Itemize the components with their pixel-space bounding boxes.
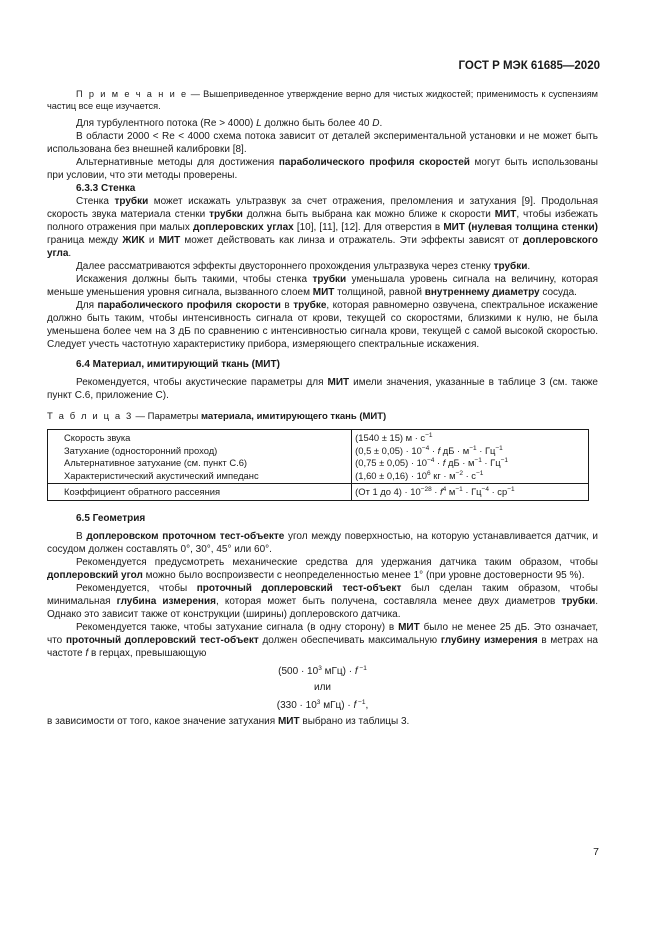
table-cell-values [352, 430, 589, 484]
table-row [48, 484, 589, 501]
text-run: и [144, 235, 159, 246]
symbol-L: L [256, 118, 262, 129]
value-exponent: −1 [500, 457, 509, 465]
value-text: (0,75 ± 0,05) · 10 [355, 457, 428, 469]
param-name: Альтернативное затухание (см. пункт С.6) [64, 457, 248, 469]
term-bold: глубину измерения [440, 634, 538, 646]
symbol-D: D [372, 118, 380, 129]
text-run: сосуда. [539, 287, 577, 298]
geometry-paragraph-1 [47, 530, 598, 556]
text-run: угол между поверхностью, на которую устанавливается датчик, и сосудом должен составлять 0°, 30°, 45° или 60°. [47, 530, 599, 555]
text-run: в [280, 300, 294, 311]
text-run: Стенка [76, 196, 115, 207]
table-row [48, 430, 589, 484]
text-run: толщиной, равной [334, 287, 425, 298]
transition-paragraph: В области 2000 < Re < 4000 схема потока зависит от деталей экспериментальной установки и не может быть использована без внешней калибровки [8]. [47, 131, 598, 155]
geometry-paragraph-3 [47, 582, 598, 621]
formula-text: мГц) · [320, 699, 354, 711]
term-bold: трубки [209, 209, 243, 220]
value-text: · [429, 444, 438, 456]
geometry-paragraph-5 [47, 715, 598, 728]
text-run: в герцах, превышающую [88, 647, 207, 659]
table-cell-value [352, 484, 589, 501]
text-run: может искажать ультразвук за счет отражения, преломления и затухания [9]. Продольная скорость звука материала стенки [47, 196, 598, 220]
value-text: · Гц [462, 486, 482, 498]
formula-text: (330 · 10 [276, 699, 317, 711]
formula-2 [47, 699, 598, 712]
term-bold: материала, имитирующего ткань (МИТ) [200, 411, 387, 422]
table-cell-names [48, 430, 352, 484]
term-bold: МИТ [327, 377, 350, 388]
value-text: дБ · м [440, 444, 470, 456]
value-exponent: −1 [455, 486, 463, 494]
text-run: Альтернативные методы для достижения [76, 157, 279, 168]
text-run: . Однако это зависит также от конструкции (ширины) доплеровского датчика. [47, 595, 598, 620]
text-run: выбрано из таблицы 3. [299, 715, 410, 727]
text-run: имели значения, указанные в таблице 3 (см. также пункт С.6, приложение С). [47, 377, 598, 401]
value-text: · [434, 457, 443, 469]
term-bold: проточный доплеровский тест-объект [196, 582, 402, 594]
value-exponent: −1 [495, 444, 503, 452]
text-run: может действовать как линза и отражатель. Эти эффекты зависят от [180, 235, 523, 246]
param-value [355, 432, 582, 445]
formula-exponent: −1 [357, 664, 367, 672]
term-bold: доплеровском проточном тест-объекте [86, 530, 285, 542]
material-paragraph [47, 376, 598, 402]
wall-paragraph-2 [47, 260, 598, 273]
text-run: Рекомендуется, чтобы [76, 582, 197, 594]
text-run: . [527, 261, 531, 272]
value-exponent: 6 [427, 469, 431, 477]
term-bold: доплеровский угол [47, 569, 143, 581]
value-exponent: −4 [421, 444, 430, 452]
symbol-f: f [437, 444, 441, 456]
text-run: должна быть выбрана как можно ближе к скорости [242, 209, 495, 220]
value-text: дБ · м [445, 457, 475, 469]
text-run: Далее рассматриваются эффекты двустороннего прохождения ультразвука через стенку [76, 261, 494, 272]
text-run: в зависимости от того, какое значение затухания [47, 715, 278, 727]
page-content [47, 88, 598, 728]
geometry-paragraph-2 [47, 556, 598, 582]
value-exponent: −1 [476, 469, 484, 477]
formula-text: мГц) · [321, 665, 355, 677]
section-heading-6-3-3: 6.3.3 Стенка [76, 183, 136, 194]
value-text: · Гц [481, 457, 501, 469]
value-exponent: −1 [507, 486, 515, 494]
parameters-table [47, 429, 589, 501]
text-run: , чтобы избежать полного отражения при малых [47, 209, 598, 233]
text-run: уменьшала уровень сигнала на величину, которая меньше уменьшения уровня сигнала, вызванного слоем [47, 274, 598, 298]
text-run: могут быть использованы при условии, что эти методы проверены. [47, 157, 598, 181]
page-number: 7 [593, 846, 599, 858]
value-exponent: −4 [427, 457, 435, 465]
wall-paragraph-4 [47, 299, 598, 351]
term-bold: параболического профиля скоростей [278, 157, 470, 168]
text-run: Для [76, 300, 98, 311]
text-run: можно было воспроизвести с неопределенностью менее 1° (при уровне достоверности 95 %). [142, 569, 585, 581]
term-bold: трубки [312, 274, 347, 285]
formula-text: (500 · 10 [278, 665, 319, 677]
symbol-f: f [442, 457, 446, 469]
formula-exponent: 3 [318, 664, 322, 672]
wall-paragraph-1 [47, 195, 598, 260]
note-label: П р и м е ч а н и е [76, 89, 188, 99]
text-run: должен обеспечивать максимальную [258, 634, 441, 646]
param-name: Скорость звука [64, 432, 131, 443]
formula-or: или [313, 681, 331, 693]
value-text: (1,60 ± 0,16) · 10 [355, 469, 428, 481]
turbulent-paragraph [47, 117, 598, 130]
param-value [355, 470, 582, 483]
value-text: м [446, 486, 456, 498]
text-run: Рекомендуется также, чтобы затухание сигнала (в одну сторону) в [76, 621, 399, 633]
param-value [355, 445, 582, 458]
text-run: должно быть более 40 [261, 118, 373, 129]
text-run: Для турбулентного потока (Re > 4000) [76, 118, 257, 129]
term-bold: параболического профиля скорости [97, 300, 281, 311]
text-run: . [379, 118, 383, 129]
value-exponent: −4 [481, 486, 489, 494]
section-heading-6-4: 6.4 Материал, имитирующий ткань (МИТ) [76, 359, 280, 370]
value-exponent: −1 [425, 432, 433, 439]
term-bold: МИТ [494, 209, 517, 220]
value-text: (0,5 ± 0,05) · 10 [355, 444, 422, 456]
term-bold: МИТ [158, 235, 181, 246]
value-exponent: −1 [474, 457, 482, 465]
param-value [355, 457, 582, 470]
term-bold: трубки [493, 261, 528, 272]
value-exponent: −28 [420, 486, 432, 494]
term-bold: проточный доплеровский тест-объект [65, 634, 259, 646]
note-paragraph [47, 88, 598, 112]
term-bold: доплеровских углах [192, 222, 294, 233]
param-name: Характеристический акустический импеданс [64, 469, 259, 481]
text-run: Искажения должны быть такими, чтобы стенка [76, 274, 313, 285]
term-bold: глубина измерения [116, 595, 216, 607]
term-bold: ЖИК [122, 235, 145, 246]
text-run: Рекомендуется, чтобы акустические параметры для [76, 377, 328, 388]
symbol-f: f [440, 486, 443, 498]
symbol-f: f [354, 665, 358, 677]
text-run: был сделан таким образом, чтобы минимальная [47, 582, 598, 607]
text-run: было не менее 25 дБ. Это означает, что [47, 621, 598, 646]
table-caption [47, 410, 598, 423]
term-bold: трубке [293, 300, 327, 311]
table-caption-label: Т а б л и ц а 3 [47, 411, 133, 422]
document-header: ГОСТ Р МЭК 61685—2020 [458, 60, 600, 72]
term-bold: МИТ [312, 287, 335, 298]
wall-paragraph-3 [47, 273, 598, 299]
term-bold: МИТ [398, 621, 420, 633]
value-exponent: −1 [469, 444, 477, 452]
formula-text: , [365, 699, 369, 711]
note-text: — Вышеприведенное утверждение верно для чистых жидкостей; применимость к суспензиям частиц все еще изучается. [47, 89, 598, 111]
section-heading-6-5: 6.5 Геометрия [76, 512, 146, 524]
term-bold: доплеровского угла [47, 235, 598, 259]
formula-1 [47, 665, 598, 678]
value-exponent: −2 [455, 469, 463, 477]
value-text: · Гц [476, 444, 496, 456]
value-text: · ср [488, 486, 508, 498]
value-text: (От 1 до 4) · 10 [355, 486, 421, 498]
term-bold: МИТ (нулевая толщина стенки) [443, 222, 598, 233]
param-name: Затухание (односторонний проход) [64, 444, 218, 456]
alternative-methods-paragraph [47, 156, 598, 182]
text-run: , которая равномерно озвучена, спектральное искажение должно быть таким, чтобы интенсивность сигнала от крови, текущей со скоростями, близкими к нулю, не была уменьшена более чем на 3 дБ по сравнению с интенсивностью сигнала крови, текущей с самой высокой скоростью. Следует учесть частотную характеристику прибора, измеряющего спектральные искажения. [47, 300, 598, 350]
term-bold: МИТ [277, 715, 300, 727]
value-text: кг · м [430, 469, 456, 481]
value-text: · [431, 486, 441, 498]
text-run: В [76, 530, 87, 542]
symbol-f: f [85, 647, 89, 659]
geometry-paragraph-4 [47, 621, 598, 660]
text-run: [10], [11], [12]. Для отверстия в [293, 222, 444, 233]
formula-exponent: −1 [356, 698, 366, 706]
value-text: · с [462, 469, 476, 481]
text-run: граница между [47, 235, 123, 246]
value-text: (1540 ± 15) м · с [355, 432, 426, 443]
term-bold: трубки [561, 595, 596, 607]
symbol-f: f [353, 699, 357, 711]
text-run: . [68, 248, 72, 259]
value-exponent: 4 [442, 486, 447, 494]
formula-exponent: 3 [316, 698, 321, 706]
term-bold: внутреннему диаметру [424, 287, 540, 298]
text-run: в метрах на частоте [47, 634, 598, 659]
term-bold: трубки [114, 196, 149, 207]
table-cell-name: Коэффициент обратного рассеяния [48, 484, 352, 501]
text-run: — Параметры [132, 411, 201, 422]
text-run: Рекомендуется предусмотреть механические средства для удержания датчика таким образом, чтобы [76, 556, 598, 568]
text-run: , которая может быть получена, составляла менее двух диаметров [215, 595, 562, 607]
